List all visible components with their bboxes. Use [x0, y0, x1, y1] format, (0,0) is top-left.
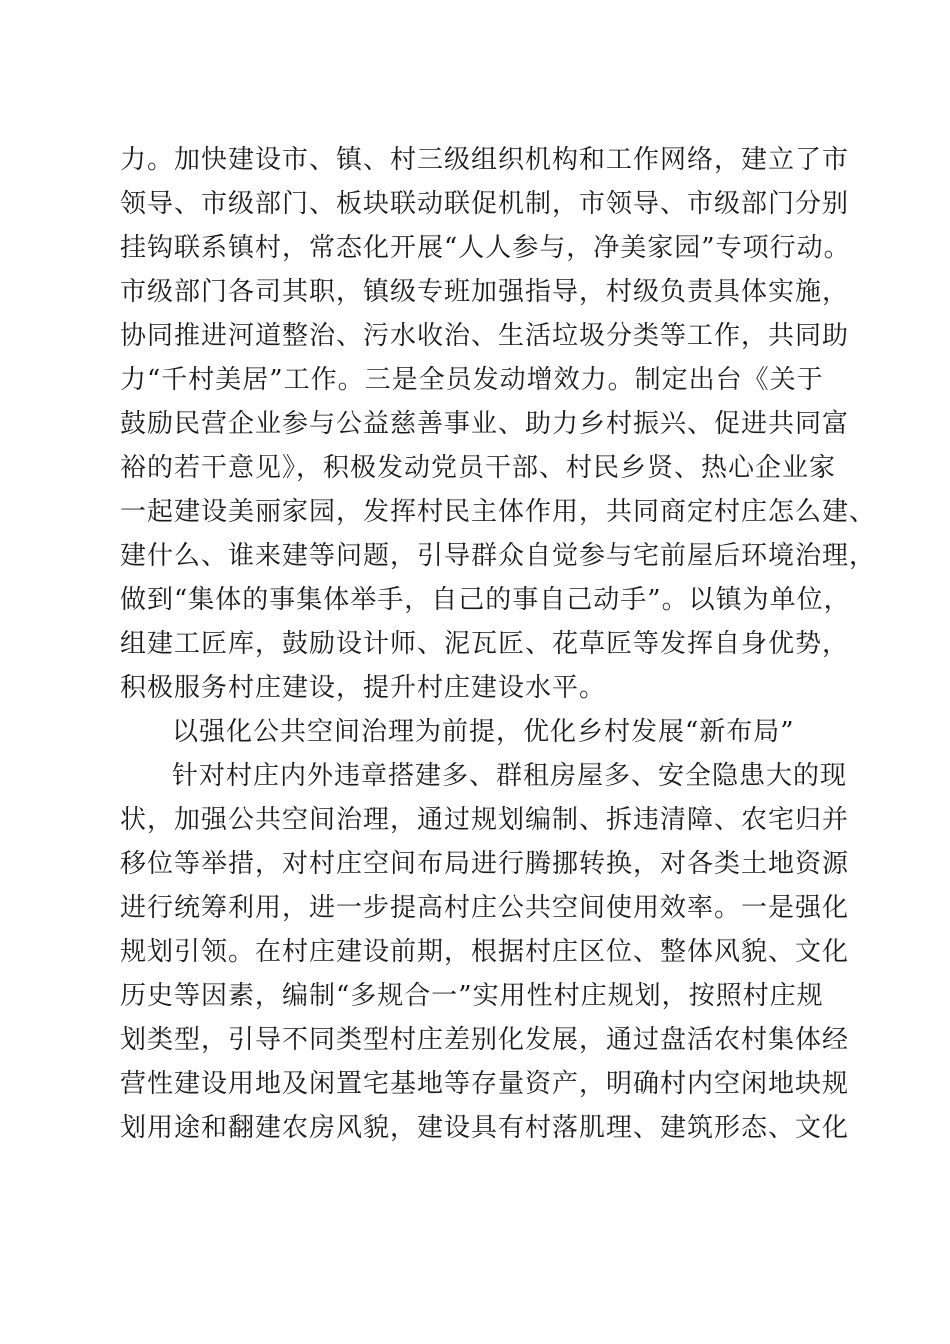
text-line: 划用途和翻建农房风貌，建设具有村落肌理、建筑形态、文化 — [120, 1113, 850, 1143]
text-line: 进行统筹利用，进一步提高村庄公共空间使用效率。一是强化 — [120, 893, 850, 923]
text-line: 移位等举措，对村庄空间布局进行腾挪转换，对各类土地资源 — [120, 849, 850, 879]
text-line: 状，加强公共空间治理，通过规划编制、拆违清障、农宅归并 — [120, 805, 850, 835]
section-heading: 以强化公共空间治理为前提，优化乡村发展“新布局” — [172, 717, 795, 747]
text-line: 规划引领。在村庄建设前期，根据村庄区位、整体风貌、文化 — [120, 937, 850, 967]
text-line: 积极服务村庄建设，提升村庄建设水平。 — [120, 673, 607, 703]
text-line: 一起建设美丽家园，发挥村民主体作用，共同商定村庄怎么建、 — [120, 497, 877, 527]
text-line: 组建工匠库，鼓励设计师、泥瓦匠、花草匠等发挥自身优势， — [120, 629, 850, 659]
text-line: 建什么、谁来建等问题，引导群众自觉参与宅前屋后环境治理， — [120, 541, 877, 571]
text-line: 做到“集体的事集体举手，自己的事自己动手”。以镇为单位， — [120, 585, 851, 615]
text-line: 针对村庄内外违章搭建多、群租房屋多、安全隐患大的现 — [172, 761, 848, 791]
text-line: 协同推进河道整治、污水收治、生活垃圾分类等工作，共同助 — [120, 321, 850, 351]
text-line: 力“千村美居”工作。三是全员发动增效力。制定出台《关于 — [120, 365, 824, 395]
text-line: 历史等因素，编制“多规合一”实用性村庄规划，按照村庄规 — [120, 981, 824, 1011]
text-line: 挂钩联系镇村，常态化开展“人人参与，净美家园”专项行动。 — [120, 233, 851, 263]
text-line: 领导、市级部门、板块联动联促机制，市领导、市级部门分别 — [120, 189, 850, 219]
text-line: 划类型，引导不同类型村庄差别化发展，通过盘活农村集体经 — [120, 1025, 850, 1055]
text-line: 营性建设用地及闲置宅基地等存量资产，明确村内空闲地块规 — [120, 1069, 850, 1099]
text-line: 鼓励民营企业参与公益慈善事业、助力乡村振兴、促进共同富 — [120, 409, 850, 439]
text-line: 市级部门各司其职，镇级专班加强指导，村级负责具体实施， — [120, 277, 850, 307]
text-line: 裕的若干意见》，积极发动党员干部、村民乡贤、热心企业家 — [120, 453, 837, 483]
text-line: 力。加快建设市、镇、村三级组织机构和工作网络，建立了市 — [120, 145, 850, 175]
